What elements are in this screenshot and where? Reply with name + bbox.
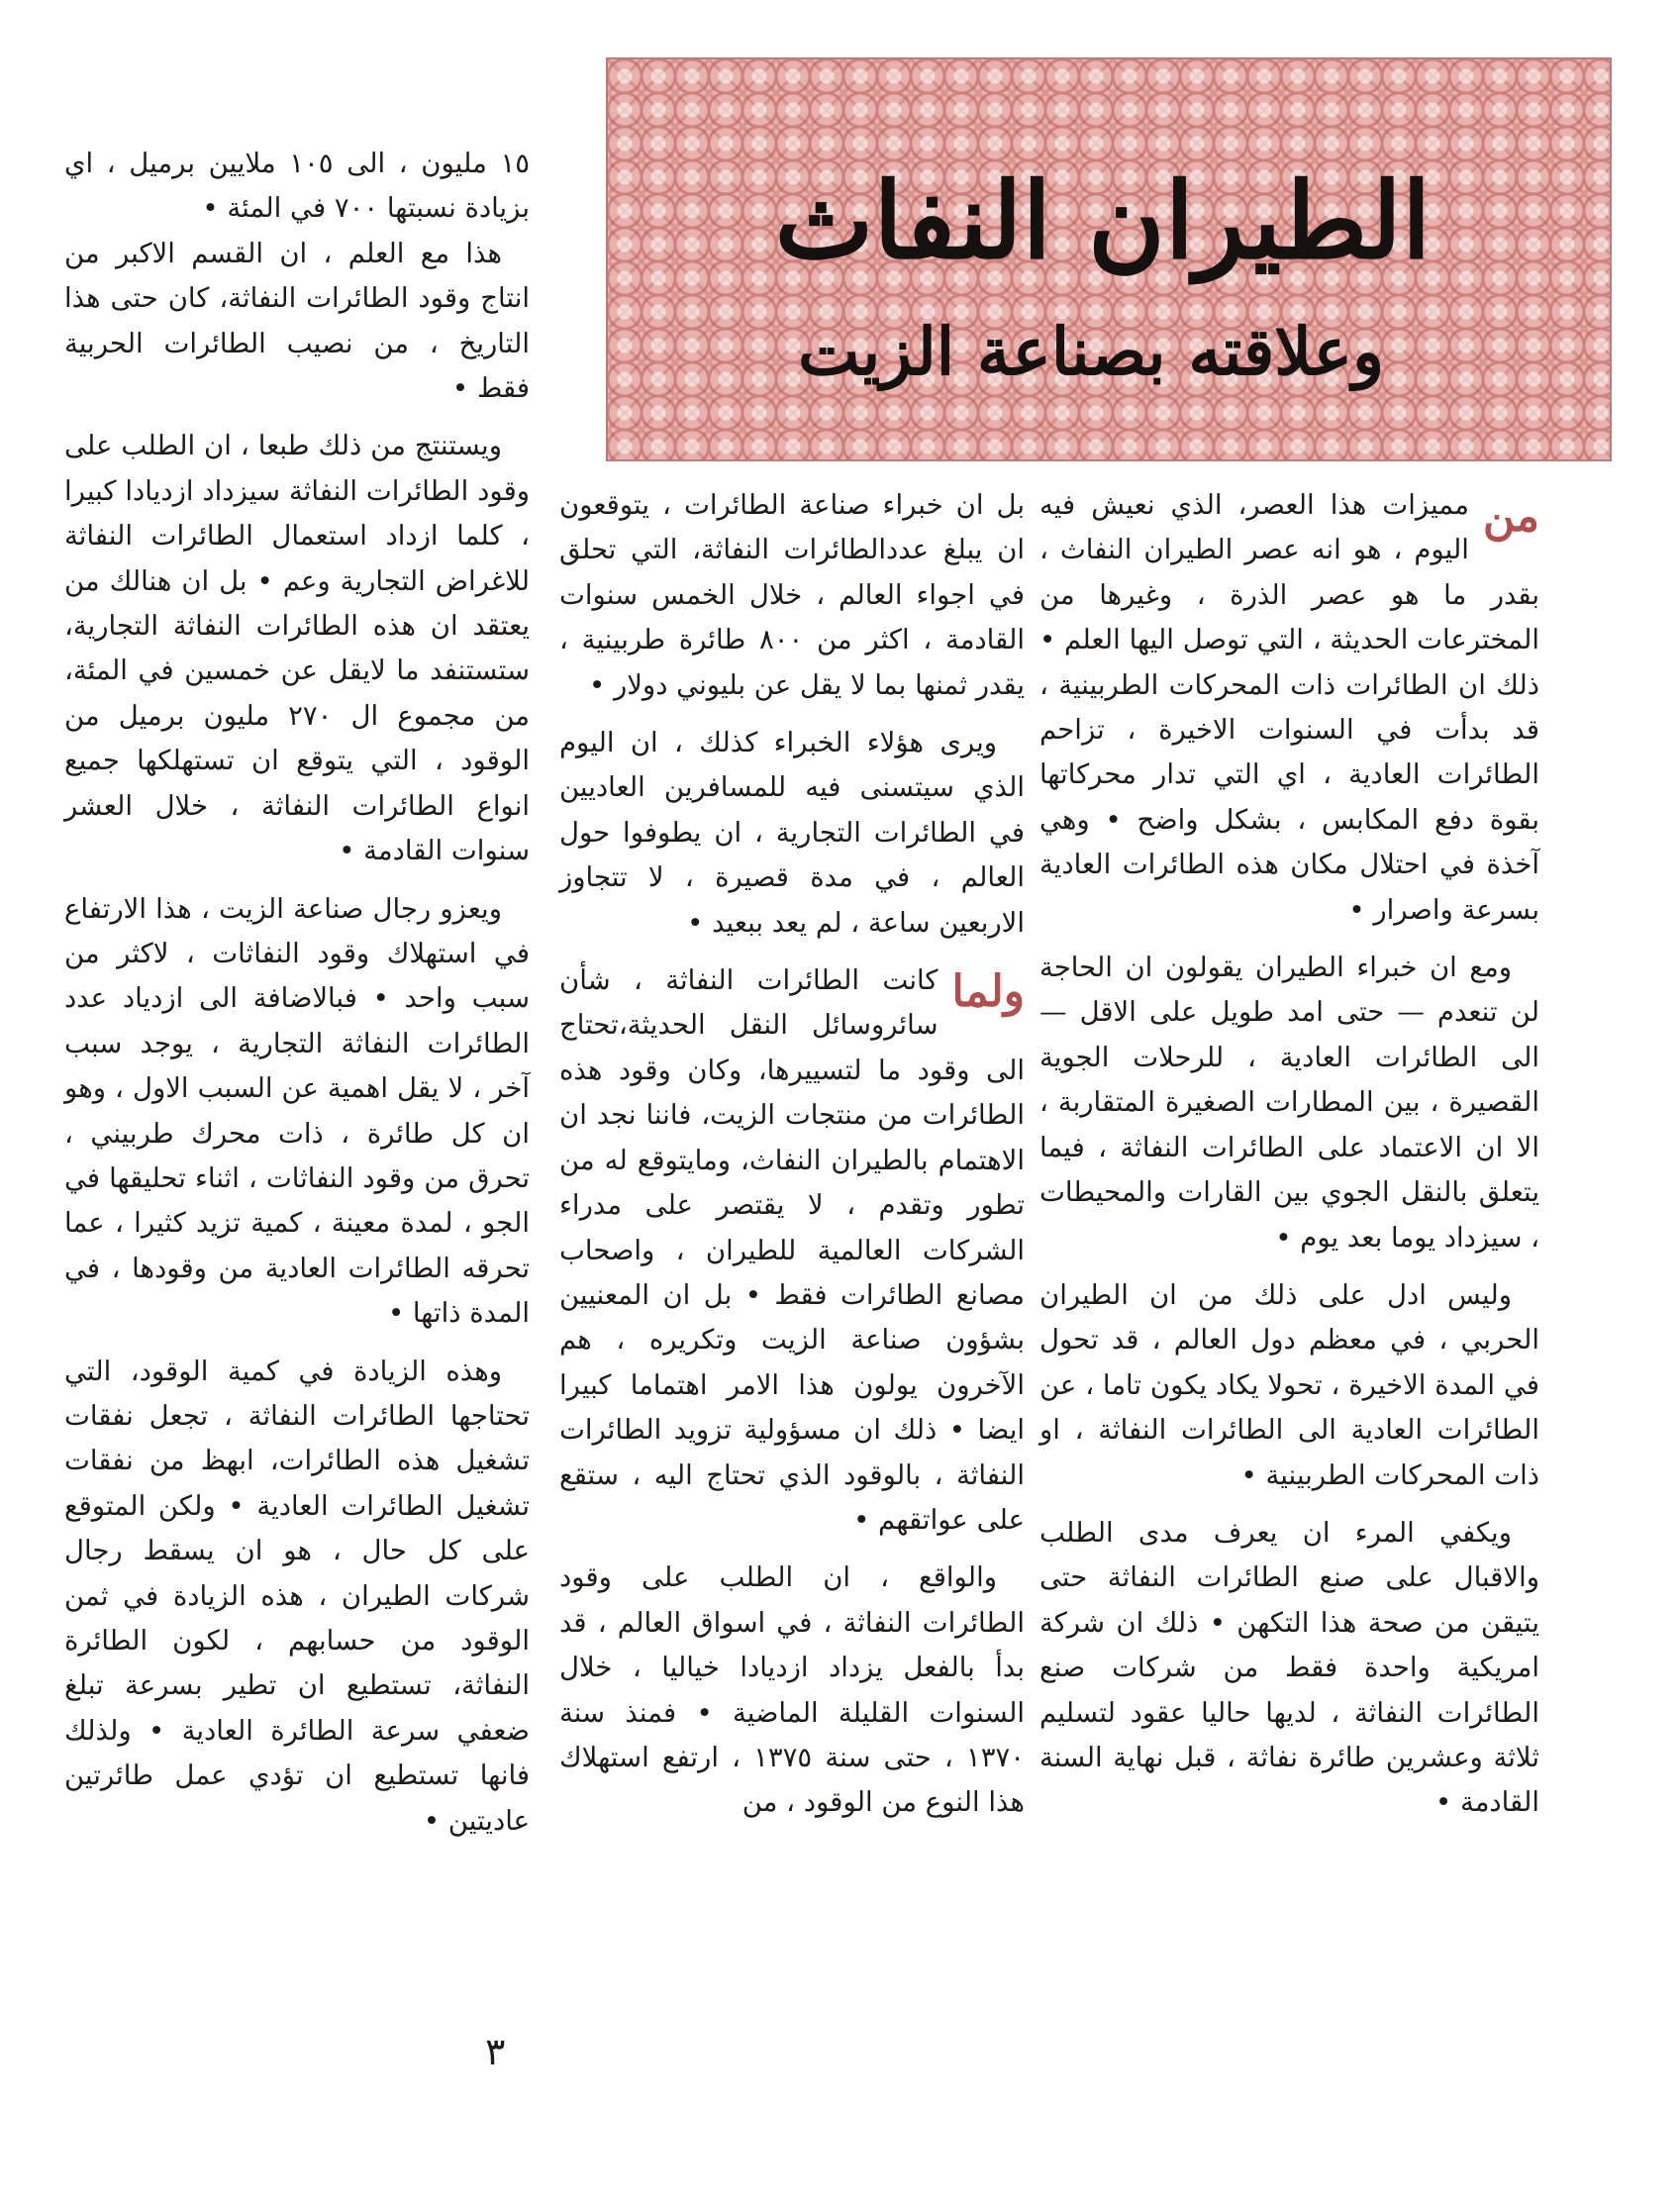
text-column-right — [1039, 483, 1539, 1826]
text-column-left — [64, 142, 530, 1844]
paragraph — [559, 958, 1025, 1543]
paragraph: بل ان خبراء صناعة الطائرات ، يتوقعون ان يبلغ عددالطائرات النفاثة، التي تحلق في اجواء العالم ، خلال الخمس سنوات القادمة ، اكثر من ٨٠٠ طائرة طربينية ، يقدر ثمنها بما لا يقل عن بليوني دولار • — [559, 489, 1025, 701]
paragraph: ويرى هؤلاء الخبراء كذلك ، ان اليوم الذي سيتسنى فيه للمسافرين العاديين في الطائرات التجارية ، ان يطوفوا حول العالم ، في مدة قصيرة ، لا تتجاوز الاربعين ساعة ، لم يعد ببعيد • — [559, 727, 1025, 939]
page-number: ٣ — [485, 2030, 506, 2073]
paragraph: ويستنتج من ذلك طبعا ، ان الطلب على وقود الطائرات النفاثة سيزداد ازديادا كبيرا ، كلما ازداد استعمال الطائرات النفاثة للاغراض التجارية وعم • بل ان هنالك من يعتقد ان هذه الطائرات النفاثة التجارية، ستستنفد ما لايقل عن خمسين في المئة، من مجموع ال ٢٧٠ مليون برميل من الوقود ، التي يتوقع ان تستهلكها جميع انواع الطائرات النفاثة ، خلال العشر سنوات القادمة • — [64, 430, 530, 867]
article-title: الطيران النفاث — [774, 158, 1432, 282]
paragraph: ومع ان خبراء الطيران يقولون ان الحاجة لن تنعدم — حتى امد طويل على الاقل — الى الطائرات العادية ، للرحلات الجوية القصيرة ، بين المطارات الصغيرة المتقاربة ، الا ان الاعتماد على الطائرات النفاثة ، فيما يتعلق بالنقل الجوي بين القارات والمحيطات ، سيزداد يوما بعد يوم • — [1039, 952, 1539, 1254]
paragraph: ١٥ مليون ، الى ١٠٥ ملايين برميل ، اي بزيادة نسبتها ٧٠٠ في المئة • — [64, 148, 530, 225]
paragraph — [1039, 483, 1539, 933]
paragraph: ويكفي المرء ان يعرف مدى الطلب والاقبال على صنع الطائرات النفاثة حتى يتيقن من صحة هذا التكهن • ذلك ان شركة امريكية واحدة فقط من شركات صنع الطائرات النفاثة ، لديها حاليا عقود لتسليم ثلاثة وعشرين طائرة نفاثة ، قبل نهاية السنة القادمة • — [1039, 1516, 1539, 1819]
paragraph: والواقع ، ان الطلب على وقود الطائرات النفاثة ، في اسواق العالم ، قد بدأ بالفعل يزداد ازديادا خياليا ، خلال السنوات القليلة الماضية • فمنذ سنة ١٣٧٠ ، حتى سنة ١٣٧٥ ، ارتفع استهلاك هذا النوع من الوقود ، من — [559, 1561, 1026, 1819]
paragraph-text: مميزات هذا العصر، الذي نعيش فيه اليوم ، هو انه عصر الطيران النفاث ، بقدر ما هو عصر الذرة ، وغيرها من المخترعات الحديثة ، التي توصل اليها العلم • ذلك ان الطائرات ذات المحركات الطربينية ، قد بدأت في السنوات الاخيرة ، تزاحم الطائرات العادية ، اي التي تدار محركاتها بقوة دفع المكابس ، بشكل واضح • وهي آخذة في احتلال مكان هذه الطائرات العادية بسرعة واصرار • — [1039, 489, 1539, 926]
text-column-middle — [559, 483, 1025, 1826]
paragraph: وهذه الزيادة في كمية الوقود، التي تحتاجها الطائرات النفاثة ، تجعل نفقات تشغيل هذه الطائرات، ابهظ من نفقات تشغيل الطائرات العادية • ولكن المتوقع على كل حال ، هو ان يسقط رجال شركات الطيران ، هذه الزيادة في ثمن الوقود من حسابهم ، لكون الطائرة النفاثة، تستطيع ان تطير بسرعة تبلغ ضعفي سرعة الطائرة العادية • ولذلك فانها تستطيع ان تؤدي عمل طائرتين عاديتين • — [64, 1355, 530, 1837]
article-subtitle: وعلاقته بصناعة الزيت — [798, 313, 1384, 390]
drop-cap: ولما — [951, 966, 1025, 1018]
paragraph: وليس ادل على ذلك من ان الطيران الحربي ، في معظم دول العالم ، قد تحول في المدة الاخيرة ، تحولا يكاد يكون تاما ، عن الطائرات العادية الى الطائرات النفاثة ، او ذات المحركات الطربينية • — [1039, 1278, 1539, 1491]
paragraph: ويعزو رجال صناعة الزيت ، هذا الارتفاع في استهلاك وقود النفاثات ، لاكثر من سبب واحد • فبالاضافة الى ازدياد عدد الطائرات النفاثة التجارية ، يوجد سبب آخر ، لا يقل اهمية عن السبب الاول ، وهو ان كل طائرة ، ذات محرك طربيني ، تحرق من وقود النفاثات ، اثناء تحليقها في الجو ، لمدة معينة ، كمية تزيد كثيرا ، عما تحرقه الطائرات العادية من وقودها ، في المدة ذاتها • — [64, 892, 530, 1330]
title-banner — [606, 57, 1612, 461]
paragraph: هذا مع العلم ، ان القسم الاكبر من انتاج وقود الطائرات النفاثة، كان حتى هذا التاريخ ، من نصيب الطائرات الحربية فقط • — [64, 237, 530, 405]
paragraph-text: كانت الطائرات النفاثة ، شأن سائروسائل النقل الحديثة،تحتاج الى وقود ما لتسييرها، وكان وقود هذه الطائرات من منتجات الزيت، فاننا نجد ان الاهتمام بالطيران النفاث، ومايتوقع له من تطور وتقدم ، لا يقتصر على مدراء الشركات العالمية للطيران ، واصحاب مصانع الطائرات فقط • بل ان المعنيين بشؤون صناعة الزيت وتكريره ، هم الآخرون يولون هذا الامر اهتماما كبيرا ايضا • ذلك ان مسؤولية تزويد الطائرات النفاثة ، بالوقود الذي تحتاج اليه ، ستقع على عواتقهم • — [559, 964, 1025, 1536]
drop-cap: من — [1482, 491, 1539, 542]
